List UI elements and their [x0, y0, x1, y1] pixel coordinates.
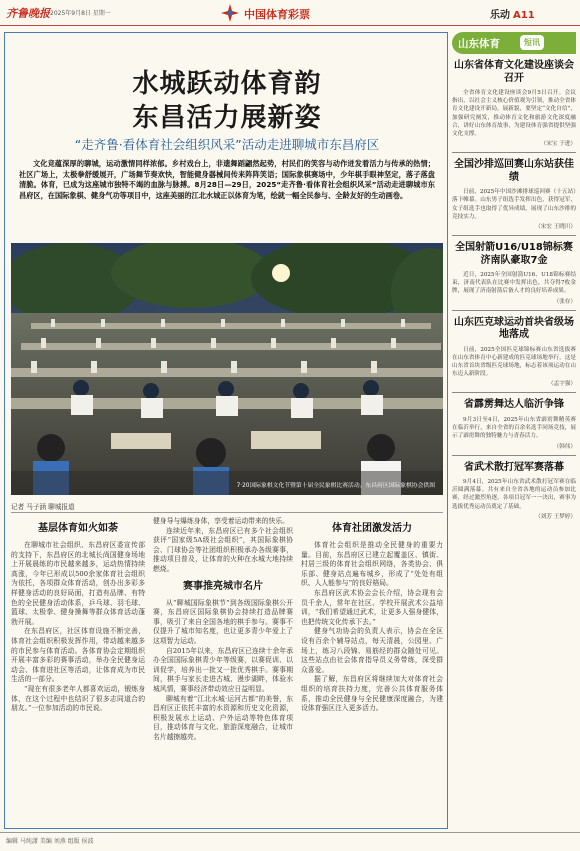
- paragraph: 连续近年来，东昌府区已有多个社会组织获评“国家级5A级社会组织”，其国际象棋协会、门球协会等社团组织积极承办各级赛事，推动项目普及，让体育的火种在水城大地持续燃烧。: [153, 526, 293, 573]
- column-2: [153, 517, 293, 742]
- brief-text: 近日，2025年全国射箭U16、U18锦标赛结束，济南代表队在比赛中发挥出色，共夺得7枚金牌，展现了济南射箭后备人才的良好培养成果。: [452, 272, 576, 295]
- brief-title: 山东省体育文化建设座谈会召开: [454, 60, 574, 84]
- brief-text: 9月4日，2025年山东省武术散打冠军赛在临沂圆满落幕。共有来自全省各地的运动员参加比赛，经过激烈角逐，各项目冠军一一决出，赛事为选拔优秀运动员奠定了基础。: [452, 479, 576, 510]
- photo-caption: 7·20国际象棋文化节暨第十届全民象棋比赛活动。东昌府区国际象棋协会供图: [236, 483, 435, 489]
- paragraph: 健身气功协会的负责人表示，协会在全区设有百余个辅导站点，每天清晨，公园里、广场上，练习八段锦、易筋经的群众随处可见。这些站点由社会体育指导员义务带练，深受群众喜爱。: [301, 627, 443, 674]
- brief-title: 全国沙排巡回赛山东站获佳绩: [454, 159, 574, 183]
- page-number: A11: [513, 10, 535, 21]
- brief-text: 全省体育文化建设座谈会9月5日召开。会议指出，以社会主义核心价值观为引领，推动全省体育文化建设开新局，展新貌，要坚定“文化自信”，加强研究阐发，推动体育文化和旅游文化深度融合，讲好山东体育故事，为建设体育强省提供坚强文化支撑。: [452, 90, 576, 138]
- lottery-logo-icon: [220, 3, 240, 23]
- masthead-name: 齐鲁晚报: [6, 7, 50, 20]
- brand-name: 中国体育彩票: [244, 8, 310, 21]
- footer-rule: [0, 832, 580, 833]
- divider: [452, 310, 576, 311]
- section-name: 乐动: [490, 10, 510, 21]
- section-heading-grassroots: 基层体育如火如荼: [38, 523, 118, 534]
- paragraph: 自2015年以来，东昌府区已连续十余年承办全国国际象棋青少年等级赛，以赛促训、以训促学，培养出一批又一批优秀棋手。赛事期间，棋手与家长走进古城、漫步湖畔，体验水城风情，赛事经济带动效应日益明显。: [153, 646, 293, 693]
- divider: [452, 235, 576, 236]
- brief-text: 9月3日至4日，2025年山东省霹雳舞精英赛在临沂举行，来自全省的百余名选手同场竞技，展示了霹雳舞的独特魅力与青春活力。: [452, 416, 576, 440]
- paragraph: 在东昌府区，社区体育设施不断完善，体育社会组织积极发挥作用，带动越来越多的市民参与体育活动。各体育协会定期组织开展丰富多彩的赛事活动，举办全民健身运动会、体育进社区等活动，让体育成为市民生活的一部分。: [11, 627, 145, 684]
- section-label: [490, 6, 535, 21]
- paragraph: 健身导与爆练身体，享受着运动带来的快乐。: [153, 517, 289, 525]
- paragraph: 聊城有着“江北水城·运河古都”的美誉，东昌府区正依托丰富的水资源和历史文化资源，积极发展水上运动、户外运动等特色体育项目，推动体育与文化、旅游深度融合，让城市名片越擦越亮。: [153, 694, 293, 741]
- paragraph: 据了解，东昌府区将继续加大对体育社会组织的培育扶持力度，完善公共体育服务体系，推动全民健身与全民健康深度融合，为建设体育强区注入更多活力。: [301, 675, 443, 713]
- column-3: [301, 517, 443, 714]
- byline-rule: [11, 512, 443, 513]
- divider: [452, 455, 576, 456]
- issue-date: 2025年9月8日 星期一: [50, 10, 111, 17]
- headline-line-1: 水城跃动体育韵: [132, 69, 322, 99]
- editor-credits: 编辑 马纯潇 美编 刘燕 组版 侯波: [6, 838, 94, 845]
- brief-text: 日前，2025全国匹克球锦标赛山东省选拔赛在山东省体育中心新建成的匹克球场地举行，这是山东省首块省级匹克球场地，标志着该项运动在山东迈入新阶段。: [452, 346, 576, 378]
- divider: [452, 152, 576, 153]
- brief-author: （张存）: [553, 298, 576, 305]
- column-1: [11, 517, 145, 714]
- headline-line-2: 东昌活力展新姿: [132, 103, 322, 133]
- photo-illustration: [11, 243, 443, 495]
- section-heading-associations: 体育社团激发活力: [332, 523, 412, 534]
- divider: [452, 392, 576, 393]
- brief-author: （宋宝 于进）: [540, 141, 576, 148]
- paragraph: 从“聊城国际象棋节”到各级国际象棋公开赛，东昌府区国际象棋协会持续打造品牌赛事，吸引了来自全国各地的棋手参与。赛事不仅提升了城市知名度，也让更多青少年爱上了这项智力运动。: [153, 598, 293, 645]
- brief-author: （孟宇强）: [548, 381, 576, 388]
- brief-title: 山东匹克球运动首块省级场地落成: [454, 316, 574, 341]
- paragraph: 东昌府区武术协会会长介绍，协会现有会员千余人，常年在社区、学校开展武术公益培训，“我们希望通过武术，让更多人强身健体，也把传统文化传承下去。”: [301, 588, 443, 626]
- paragraph: 在聊城市社会组织、东昌府区委宣传部的支持下，东昌府区的北城长尚国健身场地上开展晨练的市民越来越多，运动热情持续高涨，今年已形成以500余家体育社会组织为依托，各项群众体育活动，创办出多彩多样健身活动的良好局面，打造有品牌、有特色的全民健身活动体系，乒乓球、羽毛球、篮球、太极拳、健身操舞等群众体育活动蓬勃开展。: [11, 541, 145, 626]
- brief-author: （刘芳 王梦婷）: [535, 513, 576, 520]
- subheadline: “走齐鲁·看体育社会组织风采”活动走进聊城市东昌府区: [74, 137, 380, 152]
- byline: 记者 马子涵 聊城报道: [11, 503, 75, 511]
- paragraph: 体育社会组织是推动全民健身的重要力量。目前，东昌府区已建立起覆盖区、镇街、村居三级的体育社会组织网络，各类协会、俱乐部、健身站点遍布城乡，形成了“处处有组织、人人能参与”的良好格局。: [301, 541, 443, 588]
- brief-title: 省霹雳舞达人临沂争锋: [464, 399, 564, 411]
- main-article: [4, 32, 448, 829]
- brief-text: 日前，2025年中国沙滩排球巡回赛（十五站）落下帷幕。山东男子组选手发挥出色，获得冠军，女子组选手也取得了优异成绩，展现了山东沙排的竞技实力。: [452, 189, 576, 220]
- brief-title: 全国射箭U16/U18锦标赛济南队豪取7金: [455, 242, 573, 266]
- paragraph: “现在有很多老年人都喜欢运动，锻炼身体，在这个过程中也结识了很多志同道合的朋友。”一位参加活动的市民说。: [11, 684, 145, 713]
- sidebar-tag: [452, 32, 576, 54]
- brief-author: （宋宏 王晓川）: [535, 224, 576, 231]
- chess-event-photo: [11, 243, 443, 495]
- brief-title: 省武术散打冠军赛落幕: [464, 461, 564, 473]
- sidebar-tag-badge: 短讯: [520, 35, 544, 50]
- section-heading-events: 赛事推亮城市名片: [183, 580, 263, 592]
- brief-author: （韩伟）: [553, 443, 576, 450]
- lead-paragraph: 文化竞蕴深厚的聊城，运动激情同样浓郁。乡村戏台上，非遗舞蹈翩然起势，村民们的笑容与动作迸发着活力与传承的热情；社区广场上，太极拳舒缓展开，广场舞节奏欢快，智能健身器械间传来阵阵笑语；国际象棋赛场中，少年棋手眼神坚定，落子落盘清脆。体育，已成为这座城市独特不竭的血脉与脉搏。8月28日—29日，2025“走齐鲁·看体育社会组织风采”活动走进聊城市东昌府区，在国际象棋、健身气功等项目中，这座美丽的江北水城正以体育为笔，绘就一幅全民参与、全龄友好的生动画卷。: [19, 159, 435, 200]
- sidebar-tag-label: 山东体育: [458, 38, 500, 50]
- top-bar: [0, 0, 580, 26]
- sidebar-news: [452, 32, 576, 829]
